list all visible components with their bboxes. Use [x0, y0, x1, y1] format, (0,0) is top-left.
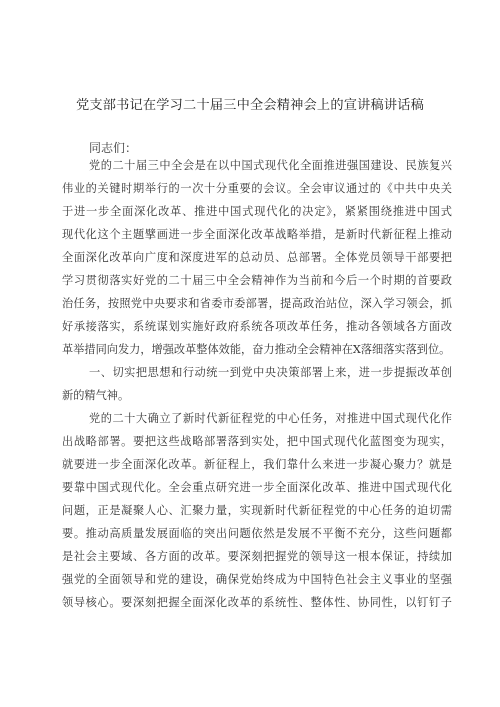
body-line: 治任务，按照党中央要求和省委市委部署，提高政治站位，深入学习领会，抓	[62, 297, 452, 310]
body-line: 就要进一步全面深化改革。新征程上，我们靠什么来进一步凝心聚力？就是	[62, 458, 452, 471]
body-line: 问题，正是凝聚人心、汇聚力量，实现新时代新征程党的中心任务的迫切需	[62, 504, 452, 517]
body-line: 强党的全面领导和党的建设，确保党始终成为中国特色社会主义事业的坚强	[62, 573, 452, 586]
body-line: 党的二十届三中全会是在以中国式现代化全面推进强国建设、民族复兴	[89, 159, 452, 172]
body-line: 现代化这个主题擘画进一步全面深化改革战略举措，是新时代新征程上推动	[62, 228, 452, 241]
body-line: 出战略部署。要把这些战略部署落到实处，把中国式现代化蓝图变为现实，	[62, 435, 452, 448]
body-line: 伟业的关键时期举行的一次十分重要的会议。全会审议通过的《中共中央关	[62, 182, 452, 195]
section-heading-line: 一、切实把思想和行动统一到党中央决策部署上来，进一步提振改革创	[89, 366, 452, 379]
body-line: 要靠中国式现代化。全会重点研究进一步全面深化改革、推进中国式现代化	[62, 481, 452, 494]
section-heading-line: 新的精气神。	[62, 389, 130, 402]
body-line: 要。推动高质量发展面临的突出问题依然是发展不平衡不充分，这些问题都	[62, 527, 452, 540]
body-line: 革举措同向发力，增强改革整体效能，奋力推动全会精神在X落细落实落到位。	[62, 343, 451, 356]
body-line: 全面深化改革向广度和深度进军的总动员、总部署。全体党员领导干部要把	[62, 251, 452, 264]
body-line: 是社会主要域、各方面的改革。要深刻把握党的领导这一根本保证，持续加	[62, 550, 452, 563]
document-title: 党支部书记在学习二十届三中全会精神会上的宣讲稿讲话稿	[75, 98, 425, 113]
body-line: 好承接落实，系统谋划实施好政府系统各项改革任务，推动各领域各方面改	[62, 320, 452, 333]
body-line: 学习贯彻落实好党的二十届三中全会精神作为当前和今后一个时期的首要政	[62, 274, 452, 287]
body-line: 党的二十大确立了新时代新征程党的中心任务，对推进中国式现代化作	[89, 412, 452, 425]
body-line: 领导核心。要深刻把握全面深化改革的系统性、整体性、协同性，以钉钉子	[62, 596, 452, 609]
greeting-line: 同志们：	[89, 141, 138, 155]
body-line: 于进一步全面深化改革、推进中国式现代化的决定》，紧紧围绕推进中国式	[62, 205, 452, 218]
